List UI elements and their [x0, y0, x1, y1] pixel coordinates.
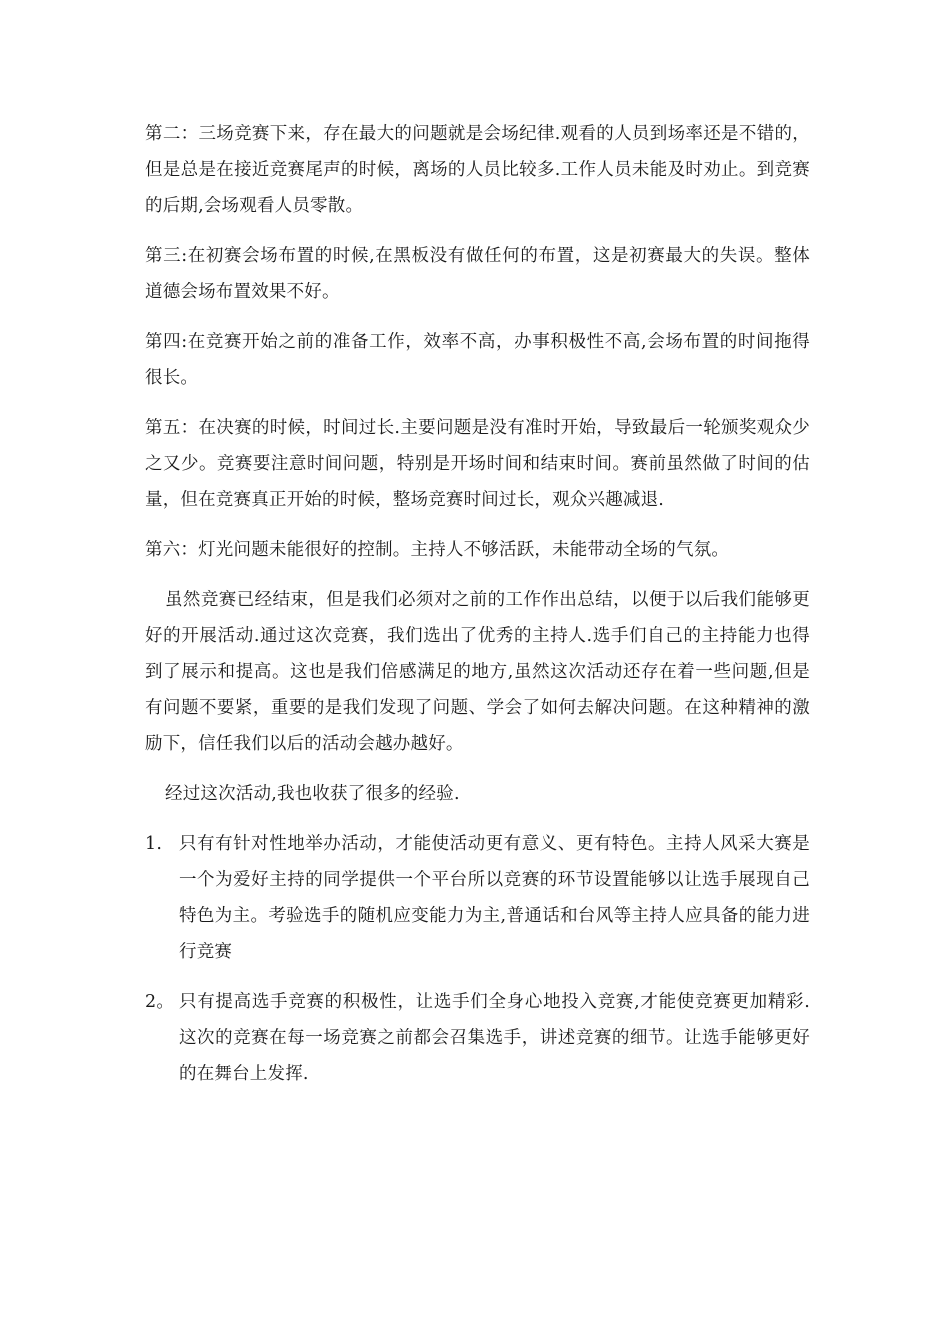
- list-number: 2。: [145, 992, 175, 1012]
- paragraph-fifth: 第五：在决赛的时候，时间过长.主要问题是没有准时开始，导致最后一轮颁奖观众少之又少。竞赛要注意时间问题，特别是开场时间和结束时间。赛前虽然做了时间的估量，但在竞赛真正开始的时候，整场竞赛时间过长，观众兴趣减退.: [145, 418, 810, 510]
- paragraph-third: 第三:在初赛会场布置的时候,在黑板没有做任何的布置，这是初赛最大的失误。整体道德会场布置效果不好。: [145, 246, 810, 302]
- paragraph-fourth: 第四:在竞赛开始之前的准备工作，效率不高，办事积极性不高,会场布置的时间拖得很长。: [145, 332, 810, 388]
- document-page: [145, 116, 810, 1106]
- list-number: 1.: [145, 834, 163, 854]
- list-item: [145, 984, 810, 1092]
- paragraph-sixth: 第六：灯光问题未能很好的控制。主持人不够活跃，未能带动全场的气氛。: [145, 540, 730, 560]
- paragraph-second: 第二：三场竞赛下来，存在最大的问题就是会场纪律.观看的人员到场率还是不错的，但是总是在接近竞赛尾声的时候，离场的人员比较多.工作人员未能及时劝止。到竞赛的后期,会场观看人员零散。: [145, 124, 810, 216]
- list-text: 只有提高选手竞赛的积极性，让选手们全身心地投入竞赛,才能使竞赛更加精彩.这次的竞赛在每一场竞赛之前都会召集选手，讲述竞赛的细节。让选手能够更好的在舞台上发挥.: [179, 992, 810, 1084]
- paragraph-summary: 虽然竞赛已经结束，但是我们必须对之前的工作作出总结，以便于以后我们能够更好的开展活动.通过这次竞赛，我们选出了优秀的主持人.选手们自己的主持能力也得到了展示和提高。这也是我们倍感满足的地方,虽然这次活动还存在着一些问题,但是有问题不要紧，重要的是我们发现了问题、学会了如何去解决问题。在这种精神的激励下，信任我们以后的活动会越办越好。: [145, 590, 810, 754]
- list-text: 只有有针对性地举办活动，才能使活动更有意义、更有特色。主持人风采大赛是一个为爱好主持的同学提供一个平台所以竞赛的环节设置能够以让选手展现自己特色为主。考验选手的随机应变能力为主,普通话和台风等主持人应具备的能力进行竞赛: [179, 834, 810, 962]
- list-item: [145, 826, 810, 970]
- paragraph-experience-intro: 经过这次活动,我也收获了很多的经验.: [165, 784, 460, 804]
